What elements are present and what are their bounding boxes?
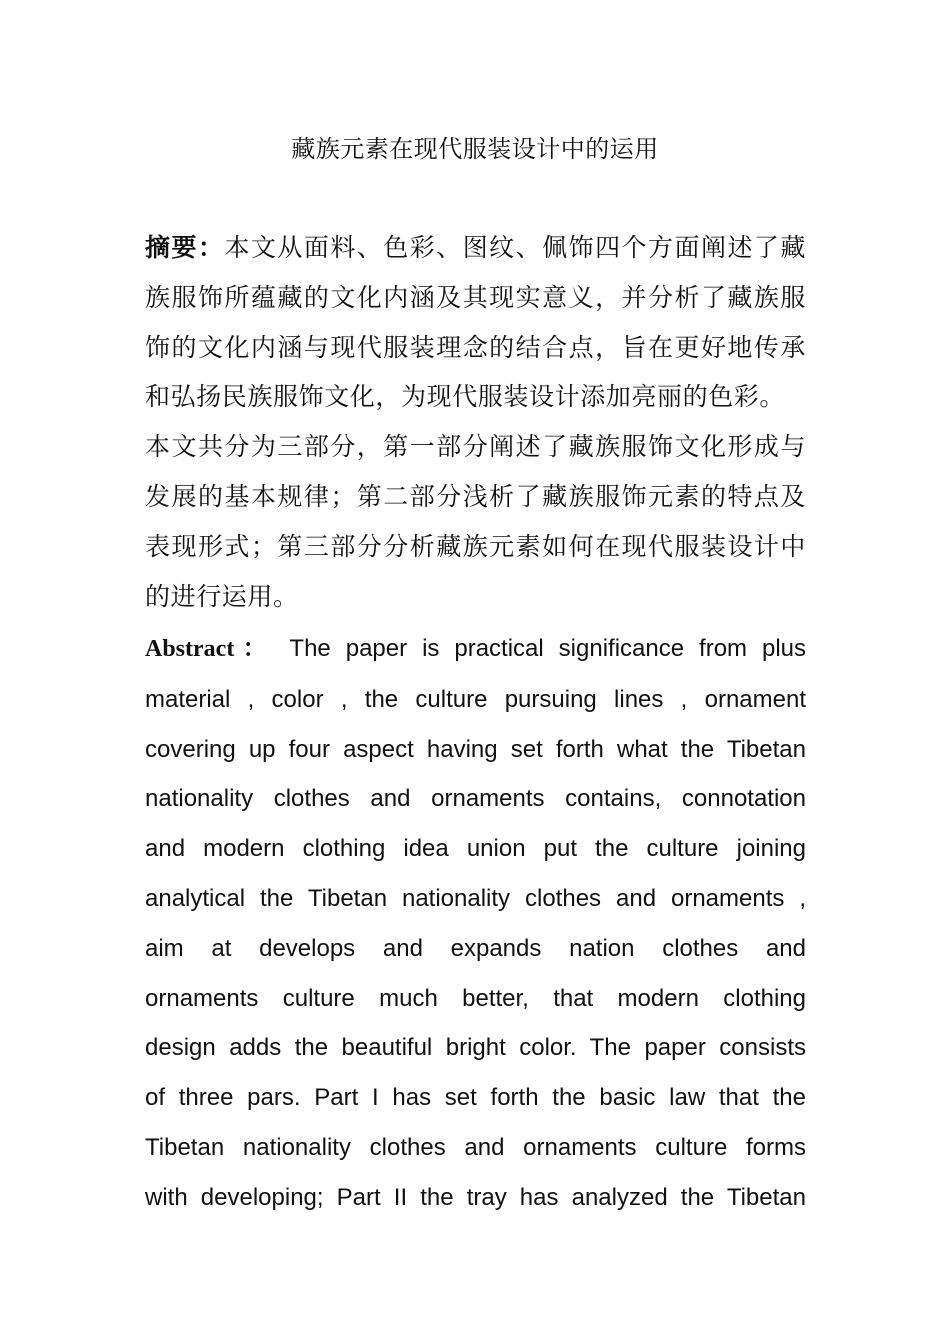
abstract-zh-paragraph-2: 本文共分为三部分，第一部分阐述了藏族服饰文化形成与发展的基本规律；第二部分浅析了藏族服饰元素的特点及表现形式；第三部分分析藏族元素如何在现代服装设计中的进行运用。	[145, 432, 806, 611]
abstract-en-label: Abstract：	[145, 636, 275, 662]
abstract-chinese	[145, 223, 806, 621]
abstract-zh-text-1: 本文从面料、色彩、图纹、佩饰四个方面阐述了藏族服饰所蕴藏的文化内涵及其现实意义，并分析了藏族服饰的文化内涵与现代服装理念的结合点，旨在更好地传承和弘扬民族服饰文化，为现代服装设计添加亮丽的色彩。	[145, 233, 807, 412]
abstract-en-line: analytical the Tibetan nationality clothes and ornaments ,	[145, 884, 806, 912]
abstract-en-text: The paper is practical significance from plus	[289, 635, 807, 662]
abstract-en-line: aim at develops and expands nation clothes and	[145, 934, 806, 962]
paper-title: 藏族元素在现代服装设计中的运用	[291, 135, 659, 163]
abstract-zh-label: 摘要：	[145, 233, 225, 262]
abstract-zh-paragraph-1	[145, 223, 806, 422]
abstract-en-line: with developing; Part II the tray has analyzed the Tibetan	[145, 1183, 806, 1211]
abstract-en-line: material , color , the culture pursuing lines , ornament	[145, 685, 806, 713]
abstract-en-line: Tibetan nationality clothes and ornaments culture forms	[145, 1133, 806, 1161]
abstract-en-line: design adds the beautiful bright color. The paper consists	[145, 1034, 806, 1062]
abstract-en-line: nationality clothes and ornaments contains, connotation	[145, 785, 806, 813]
abstract-en-line: covering up four aspect having set forth what the Tibetan	[145, 735, 806, 763]
abstract-en-line-1	[145, 624, 806, 675]
abstract-en-line: ornaments culture much better, that modern clothing	[145, 984, 806, 1012]
abstract-en-line: and modern clothing idea union put the culture joining	[145, 835, 806, 863]
abstract-english	[145, 624, 806, 1223]
abstract-en-line: of three pars. Part I has set forth the basic law that the	[145, 1084, 806, 1112]
